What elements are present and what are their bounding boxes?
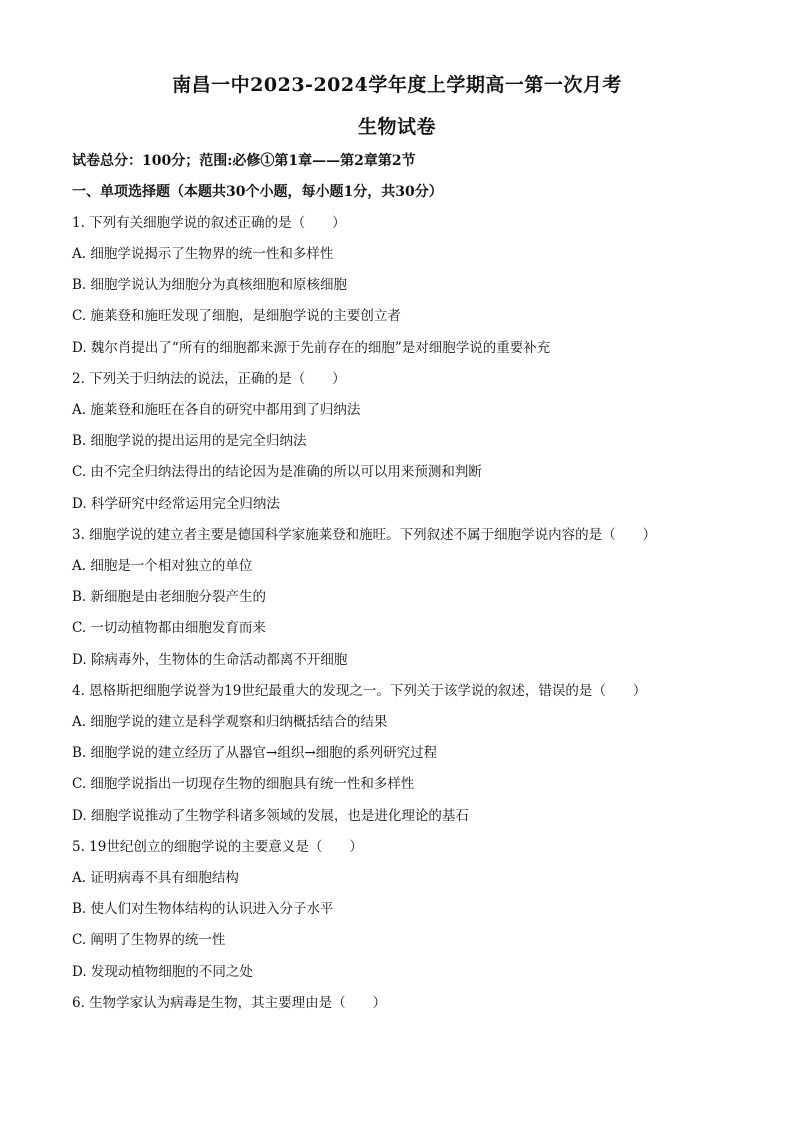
question-option: D. 科学研究中经常运用完全归纳法 xyxy=(72,496,280,512)
exam-info: 试卷总分：100分；范围:必修①第1章——第2章第2节 xyxy=(72,153,416,169)
question-stem: 5. 19世纪创立的细胞学说的主要意义是（ ） xyxy=(72,839,363,855)
question-option: A. 细胞是一个相对独立的单位 xyxy=(72,558,253,574)
question-stem: 1. 下列有关细胞学说的叙述正确的是（ ） xyxy=(72,215,346,231)
question-option: A. 细胞学说揭示了生物界的统一性和多样性 xyxy=(72,246,334,262)
question-option: B. 使人们对生物体结构的认识进入分子水平 xyxy=(72,901,334,917)
question-stem: 6. 生物学家认为病毒是生物，其主要理由是（ ） xyxy=(72,995,387,1011)
section-heading: 一、单项选择题（本题共30个小题，每小题1分，共30分） xyxy=(72,184,443,200)
question-option: C. 细胞学说指出一切现存生物的细胞具有统一性和多样性 xyxy=(72,776,415,792)
question-stem: 4. 恩格斯把细胞学说誉为19世纪最重大的发现之一。下列关于该学说的叙述，错误的是（ ） xyxy=(72,683,647,699)
question-stem: 2. 下列关于归纳法的说法，正确的是（ ） xyxy=(72,371,346,387)
exam-subtitle: 生物试卷 xyxy=(357,116,436,138)
question-option: B. 细胞学说的建立经历了从器官→组织→细胞的系列研究过程 xyxy=(72,745,438,761)
question-option: D. 发现动植物细胞的不同之处 xyxy=(72,964,253,980)
question-option: A. 施莱登和施旺在各自的研究中都用到了归纳法 xyxy=(72,402,361,418)
question-option: C. 阐明了生物界的统一性 xyxy=(72,932,226,948)
question-option: D. 细胞学说推动了生物学科诸多领域的发展，也是进化理论的基石 xyxy=(72,808,469,824)
question-option: B. 细胞学说的提出运用的是完全归纳法 xyxy=(72,433,307,449)
question-option: D. 除病毒外，生物体的生命活动都离不开细胞 xyxy=(72,652,348,668)
question-stem: 3. 细胞学说的建立者主要是德国科学家施莱登和施旺。下列叙述不属于细胞学说内容的是（ ） xyxy=(72,527,657,543)
question-option: D. 魏尔肖提出了“所有的细胞都来源于先前存在的细胞”是对细胞学说的重要补充 xyxy=(72,340,551,356)
question-option: C. 由不完全归纳法得出的结论因为是准确的所以可以用来预测和判断 xyxy=(72,464,482,480)
question-option: C. 一切动植物都由细胞发育而来 xyxy=(72,620,266,636)
question-option: C. 施莱登和施旺发现了细胞，是细胞学说的主要创立者 xyxy=(72,308,401,324)
question-option: B. 新细胞是由老细胞分裂产生的 xyxy=(72,589,267,605)
question-option: B. 细胞学说认为细胞分为真核细胞和原核细胞 xyxy=(72,277,348,293)
exam-title: 南昌一中2023-2024学年度上学期高一第一次月考 xyxy=(172,74,622,96)
question-option: A. 证明病毒不具有细胞结构 xyxy=(72,870,239,886)
question-option: A. 细胞学说的建立是科学观察和归纳概括结合的结果 xyxy=(72,714,388,730)
